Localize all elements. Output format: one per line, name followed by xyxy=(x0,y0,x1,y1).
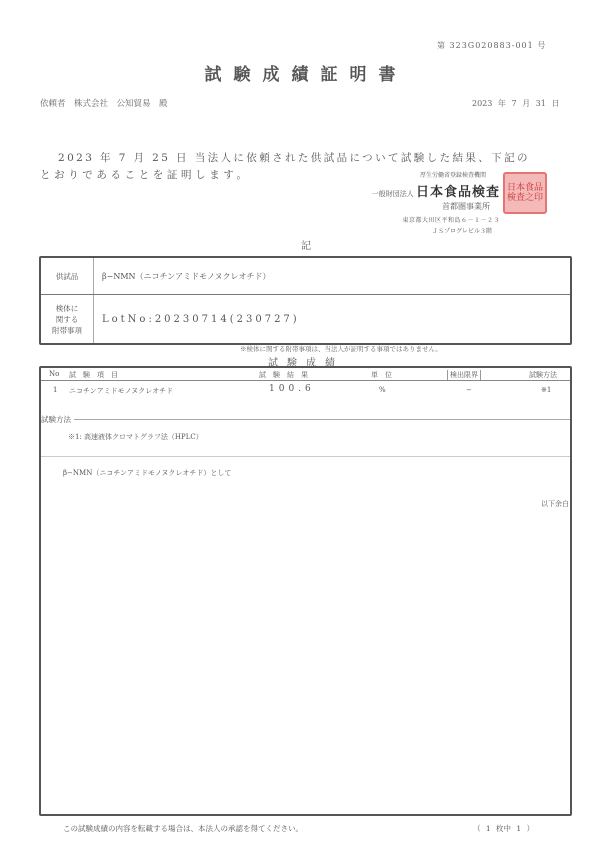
issuer-address: 東京都大田区平和島６－１－２３ xyxy=(402,217,500,224)
row-no: 1 xyxy=(53,386,58,394)
col-limit: 検出限界 xyxy=(447,370,481,380)
specimen-label-line: 関する xyxy=(55,314,79,324)
end-mark: 以下余白 xyxy=(541,500,569,508)
certification-text-line1: 2023 年 7 月 25 日 当法人に依頼された供試品について試験した結果、下記の xyxy=(58,152,530,164)
issuer-registration: 厚生労働省登録検査機関 xyxy=(419,172,486,179)
certification-text-line2: とおりであることを証明します。 xyxy=(40,169,251,181)
issue-date: 2023 年 7 月 31 日 xyxy=(472,99,560,108)
results-box xyxy=(39,366,572,816)
specimen-row xyxy=(41,295,570,343)
specimen-label-line: 附帯事項 xyxy=(52,325,82,335)
issuer-building: ＪＳプログレビル３階 xyxy=(431,228,492,235)
row-limit: − xyxy=(466,386,472,394)
col-no: No xyxy=(49,370,60,378)
issuer-office: 首都圏事業所 xyxy=(442,202,490,211)
row-method: ※1 xyxy=(541,386,552,394)
methods-header-label: 試験方法 xyxy=(41,415,71,424)
methods-header xyxy=(41,414,570,425)
official-seal-stamp: 日本食品検査之印 xyxy=(503,172,547,214)
col-item: 試 験 項 目 xyxy=(69,371,118,379)
results-title: 試験成績 xyxy=(268,358,344,369)
document-number: 第 323G020883-001 号 xyxy=(437,41,547,50)
page-count: （ 1 枚中 1 ） xyxy=(473,824,535,833)
ki-heading: 記 xyxy=(301,241,311,252)
section-divider xyxy=(41,456,570,457)
issuer-org-name: 日本食品検査 xyxy=(415,185,500,200)
row-result: 100.6 xyxy=(269,384,315,394)
reprint-notice: この試験成績の内容を転載する場合は、本法人の承認を得てください。 xyxy=(63,824,303,833)
issuer-name-line xyxy=(360,181,500,200)
method-item: ※1: 高速液体クロマトグラフ法（HPLC） xyxy=(68,433,203,441)
issuer-org-type: 一般財団法人 xyxy=(371,190,414,198)
calculation-basis: β−NMN（ニコチンアミドモノヌクレオチド）として xyxy=(63,469,232,477)
specimen-label xyxy=(41,295,94,343)
col-result: 試 験 結 果 xyxy=(259,371,308,379)
results-table-header xyxy=(41,368,570,381)
col-method: 試験方法 xyxy=(529,371,557,379)
row-item: ニコチンアミドモノヌクレオチド xyxy=(69,387,174,395)
document-title: 試験成績証明書 xyxy=(204,65,408,85)
addressee: 依頼者 株式会社 公知貿易 殿 xyxy=(40,99,168,109)
issuer-block xyxy=(360,170,500,235)
row-unit: % xyxy=(379,386,386,394)
specimen-disclaimer: ※検体に関する附帯事項は、当法人が証明する事項ではありません。 xyxy=(240,345,442,353)
results-row xyxy=(41,384,570,400)
specimen-label-line: 検体に xyxy=(55,303,79,313)
sample-row xyxy=(41,258,570,295)
col-unit: 単 位 xyxy=(371,371,392,379)
lot-number: LotNo:20230714(230727) xyxy=(102,313,300,325)
sample-value: β−NMN（ニコチンアミドモノヌクレオチド） xyxy=(102,271,271,281)
methods-header-rule xyxy=(74,419,570,420)
sample-label: 供試品 xyxy=(41,258,94,294)
sample-info-box xyxy=(39,256,572,345)
